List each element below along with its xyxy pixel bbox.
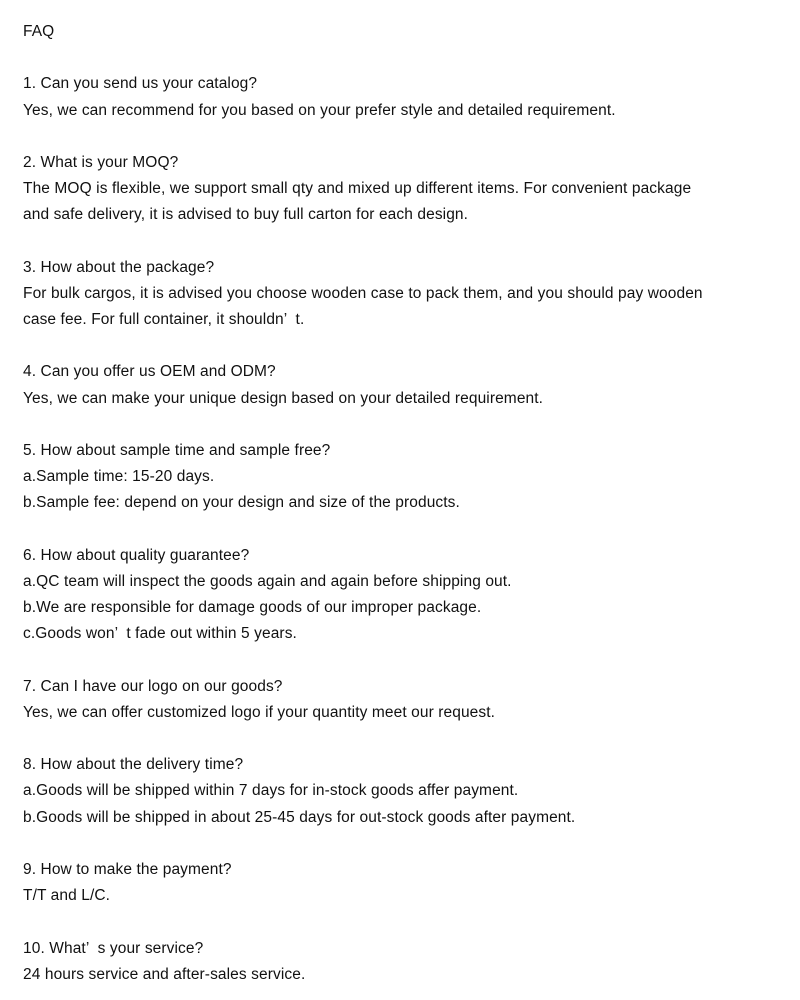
spacer [23,831,800,857]
faq-answer-line: T/T and L/C. [23,887,111,905]
faq-question: 8. How about the delivery time? [23,756,244,774]
faq-question: 10. What’ s your service? [23,939,204,957]
faq-question: 4. Can you offer us OEM and ODM? [23,363,276,381]
faq-answer-line: a.Sample time: 15-20 days. [23,468,215,486]
faq-answer-line: b.Goods will be shipped in about 25-45 days for out-stock goods after payment. [23,808,576,826]
faq-question: 7. Can I have our logo on our goods? [23,677,283,695]
faq-answer-line: 24 hours service and after-sales service. [23,965,306,983]
spacer [23,45,800,71]
spacer [23,726,800,752]
spacer [23,333,800,359]
faq-answer-line: a.QC team will inspect the goods again and again before shipping out. [23,572,512,590]
faq-answer-line: Yes, we can recommend for you based on your prefer style and detailed requirement. [23,101,616,119]
faq-answer-line: case fee. For full container, it shouldn’ t. [23,311,305,329]
faq-answer-line: For bulk cargos, it is advised you choose wooden case to pack them, and you should pay wooden [23,284,703,302]
faq-answer-line: c.Goods won’ t fade out within 5 years. [23,625,297,643]
faq-question: 3. How about the package? [23,258,215,276]
spacer [23,648,800,674]
faq-answer-line: b.Sample fee: depend on your design and size of the products. [23,494,460,512]
spacer [23,517,800,543]
faq-answer-line: Yes, we can offer customized logo if your quantity meet our request. [23,703,496,721]
spacer [23,909,800,935]
faq-question: 9. How to make the payment? [23,861,232,878]
spacer [23,124,800,150]
faq-answer-line: b.We are responsible for damage goods of our improper package. [23,599,482,617]
faq-answer-line: The MOQ is flexible, we support small qty and mixed up different items. For convenient package [23,180,692,198]
faq-answer-line: a.Goods will be shipped within 7 days for in-stock goods affer payment. [23,782,519,800]
faq-answer-line: and safe delivery, it is advised to buy full carton for each design. [23,206,469,224]
faq-question: 6. How about quality guarantee? [23,546,250,564]
page-title: FAQ [23,23,55,40]
faq-question: 2. What is your MOQ? [23,153,179,171]
faq-question: 5. How about sample time and sample free? [23,442,331,459]
spacer [23,229,800,255]
faq-question: 1. Can you send us your catalog? [23,75,258,93]
faq-answer-line: Yes, we can make your unique design based on your detailed requirement. [23,389,544,407]
spacer [23,412,800,438]
